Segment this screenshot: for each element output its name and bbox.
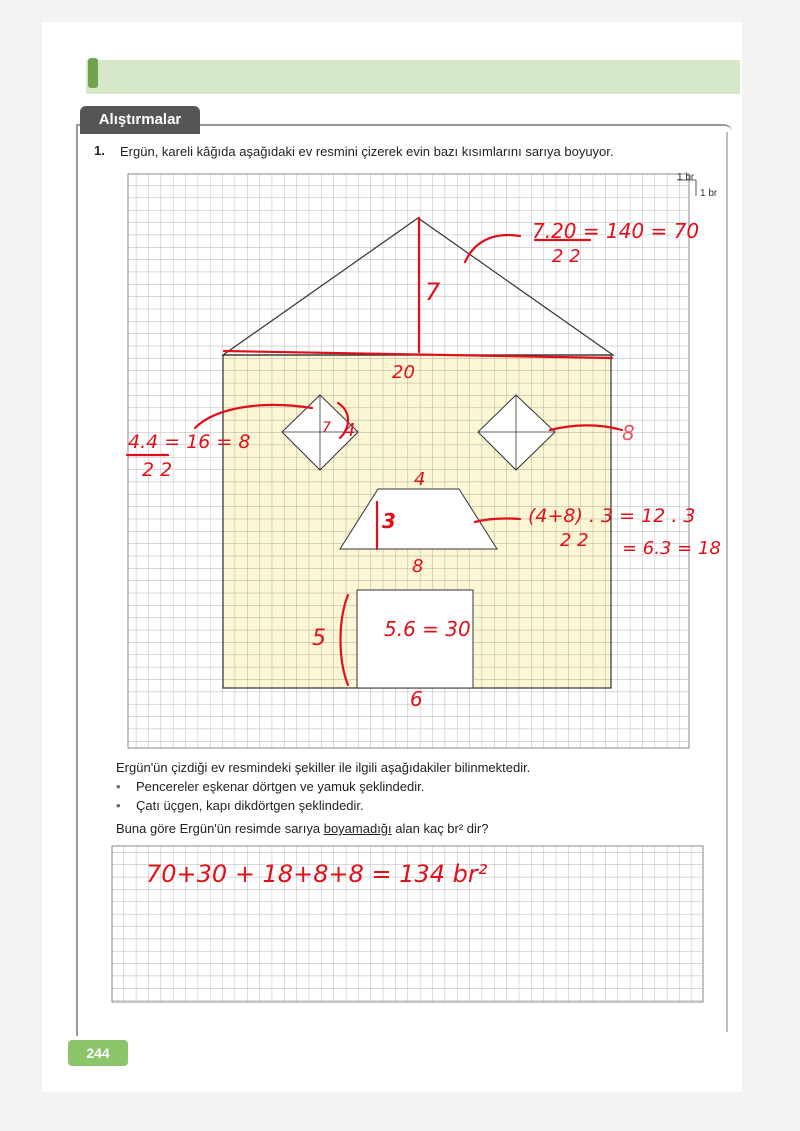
rhombus-calc-line2: 2 2: [142, 459, 173, 481]
roof-base-label: 20: [392, 362, 415, 383]
bullet-dot: •: [116, 779, 121, 794]
roof-calc-line2: 2 2: [552, 246, 581, 267]
door-height-label: 5: [312, 626, 326, 651]
trap-calc-line3: = 6.3 = 18: [622, 538, 721, 559]
unit-label-horizontal: 1 br: [677, 172, 695, 183]
door-area-label: 5.6 = 30: [384, 617, 471, 641]
fact-bullet-2: [116, 798, 364, 813]
fact-bullet-2-text: Çatı üçgen, kapı dikdörtgen şeklindedir.: [136, 798, 364, 813]
door-width-label: 6: [410, 687, 423, 711]
facts-intro: Ergün'ün çizdiği ev resmindeki şekiller ile ilgili aşağıdakiler bilinmektedir.: [116, 760, 531, 775]
ask-emphasis: boyamadığı: [323, 821, 392, 836]
question-text: Ergün, kareli kâğıda aşağıdaki ev resmini çizerek evin bazı kısımlarını sarıya boyuyor.: [120, 144, 614, 159]
trap-bottom-label: 8: [412, 556, 424, 577]
question-number: 1.: [94, 143, 105, 158]
bullet-dot: •: [116, 798, 121, 813]
rhombus-calc-line1: 4.4 = 16 = 8: [128, 431, 251, 453]
right-rhombus-area: 8: [622, 421, 635, 445]
trap-calc-line2: 2 2: [560, 530, 589, 551]
trap-height-label: 3: [382, 509, 396, 533]
unit-label-vertical: 1 br: [700, 188, 718, 199]
question-ask: [116, 821, 488, 836]
final-answer: 70+30 + 18+8+8 = 134 br²: [146, 860, 488, 888]
rhombus-tick-label: 7: [322, 420, 331, 436]
ask-suffix: alan kaç br² dir?: [391, 821, 489, 836]
ask-prefix: Buna göre Ergün'ün resimde sarıya: [116, 821, 324, 836]
section-title: Alıştırmalar: [80, 106, 200, 134]
trap-calc-line1: (4+8) . 3 = 12 . 3: [528, 505, 696, 527]
fact-bullet-1: [116, 779, 424, 794]
rhombus-side-label: 4: [344, 420, 356, 441]
fact-bullet-1-text: Pencereler eşkenar dörtgen ve yamuk şeklindedir.: [136, 779, 425, 794]
trap-top-label: 4: [414, 469, 426, 490]
roof-calc-line1: 7.20 = 140 = 70: [532, 219, 700, 243]
roof-height-label: 7: [425, 278, 441, 306]
page-number: 244: [68, 1040, 128, 1066]
